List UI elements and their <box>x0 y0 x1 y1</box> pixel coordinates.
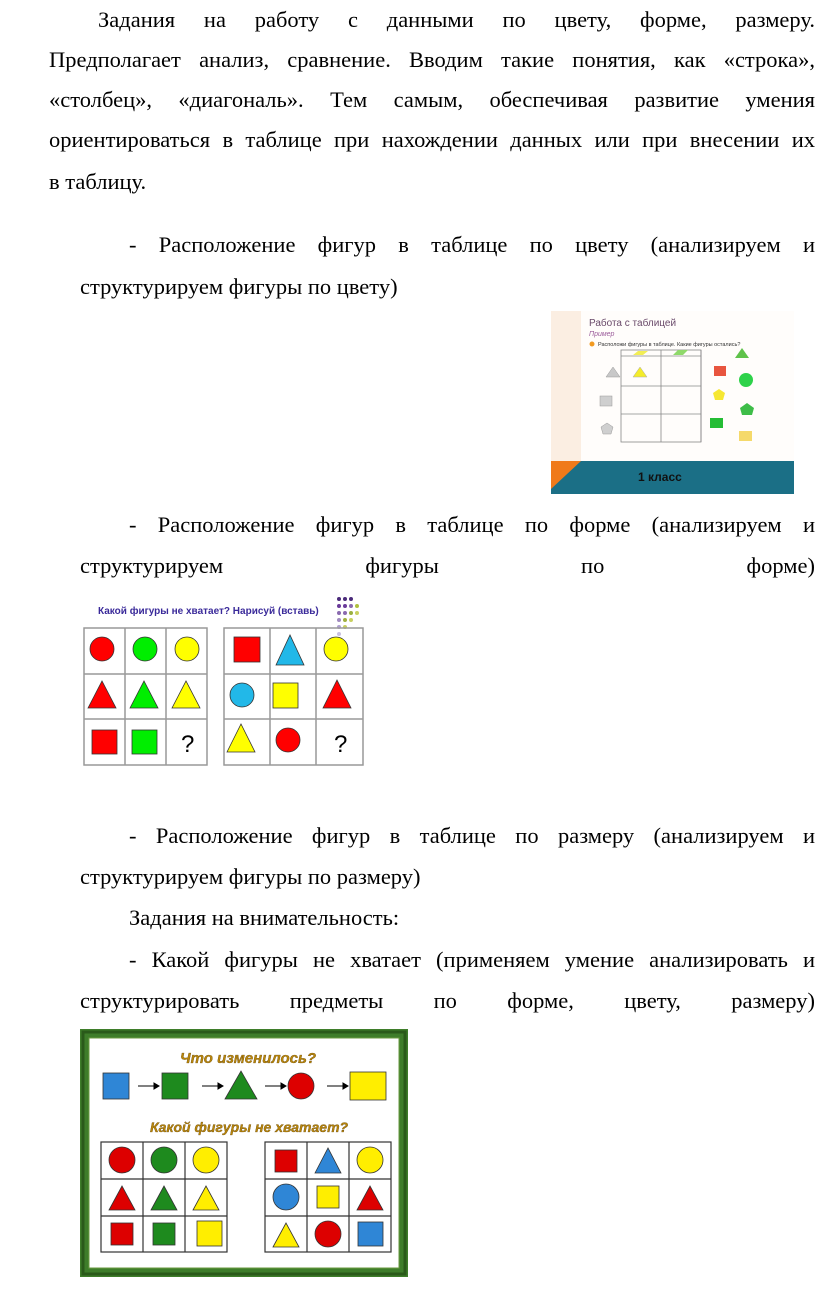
green-circle-icon <box>151 1147 177 1173</box>
yellow-circle-icon <box>324 637 348 661</box>
yellow-square-icon <box>317 1186 339 1208</box>
bullet-line: - Расположение фигур в таблице по размеру (анализируем и <box>129 823 815 848</box>
figure-caption: Какой фигуры не хватает? Нарисуй (вставь) <box>98 606 319 617</box>
red-square-icon <box>234 637 260 662</box>
cyan-triangle-icon <box>276 635 304 665</box>
paragraph-line: ориентироваться в таблице при нахождении данных или при внесении их <box>49 127 815 152</box>
yellow-square-icon <box>197 1221 222 1246</box>
paragraph-line: Задания на работу с данными по цвету, форме, размеру. <box>98 7 815 32</box>
green-circle-icon <box>133 637 157 661</box>
yellow-rectangle-icon <box>350 1072 386 1100</box>
green-circle-icon <box>739 373 753 387</box>
bullet-line: структурируем фигуры по цвету) <box>80 274 398 299</box>
bullet-line: структурировать предметы по форме, цвету, размеру) <box>80 988 815 1013</box>
green-triangle-icon <box>130 681 158 708</box>
yellow-circle-icon <box>357 1147 383 1173</box>
green-square-icon <box>710 418 723 428</box>
red-circle-icon <box>276 728 300 752</box>
gray-square-icon <box>600 396 612 406</box>
green-square-icon <box>132 730 157 754</box>
red-circle-icon <box>109 1147 135 1173</box>
bullet-line: структурируем фигуры по размеру) <box>80 864 421 889</box>
question-mark: ? <box>334 731 348 758</box>
bullet-line: структурируем фигуры по форме) <box>80 553 815 578</box>
bullet-icon <box>590 342 595 347</box>
slide-footer-text: 1 класс <box>638 470 682 484</box>
red-triangle-icon <box>88 681 116 708</box>
red-square-icon <box>92 730 117 754</box>
bullet-line: - Какой фигуры не хватает (применяем умение анализировать и <box>129 947 815 972</box>
bullet-line: - Расположение фигур в таблице по цвету (анализируем и <box>129 232 815 257</box>
green-square-icon <box>162 1073 188 1099</box>
red-circle-icon <box>315 1221 341 1247</box>
yellow-triangle-icon <box>227 724 255 752</box>
shape-grid-figure <box>80 594 370 769</box>
red-square-icon <box>111 1223 133 1245</box>
yellow-circle-icon <box>193 1147 219 1173</box>
red-circle-icon <box>90 637 114 661</box>
slide-instruction: Расположи фигуры в таблице. Какие фигуры остались? <box>598 342 741 348</box>
cyan-circle-icon <box>230 683 254 707</box>
paragraph-line: «столбец», «диагональ». Тем самым, обеспечивая развитие умения <box>49 87 815 112</box>
red-square-icon <box>275 1150 297 1172</box>
paragraph-line: в таблицу. <box>49 169 147 194</box>
chalkboard-figure <box>80 1029 408 1277</box>
slide-subtitle: Пример <box>589 331 615 338</box>
red-circle-icon <box>288 1073 314 1099</box>
yellow-circle-icon <box>175 637 199 661</box>
green-square-icon <box>153 1223 175 1245</box>
yellow-square-icon <box>273 683 298 708</box>
paragraph-line: Задания на внимательность: <box>129 905 400 930</box>
red-square-icon <box>714 366 726 376</box>
bullet-line: - Расположение фигур в таблице по форме (анализируем и <box>129 512 815 537</box>
yellow-triangle-icon <box>172 681 200 708</box>
paragraph-line: Предполагает анализ, сравнение. Вводим такие понятия, как «строка», <box>49 47 815 72</box>
board-subtitle: Какой фигуры не хватает? <box>150 1119 349 1135</box>
blue-square-icon <box>103 1073 129 1099</box>
dots-decoration <box>337 597 359 636</box>
slide-title: Работа с таблицей <box>589 318 677 329</box>
blue-circle-icon <box>273 1184 299 1210</box>
red-triangle-icon <box>323 680 351 708</box>
yellow-square-icon <box>739 431 752 441</box>
slide-figure <box>551 311 794 494</box>
board-title: Что изменилось? <box>180 1050 317 1067</box>
question-mark: ? <box>181 731 195 758</box>
blue-square-icon <box>358 1222 383 1246</box>
